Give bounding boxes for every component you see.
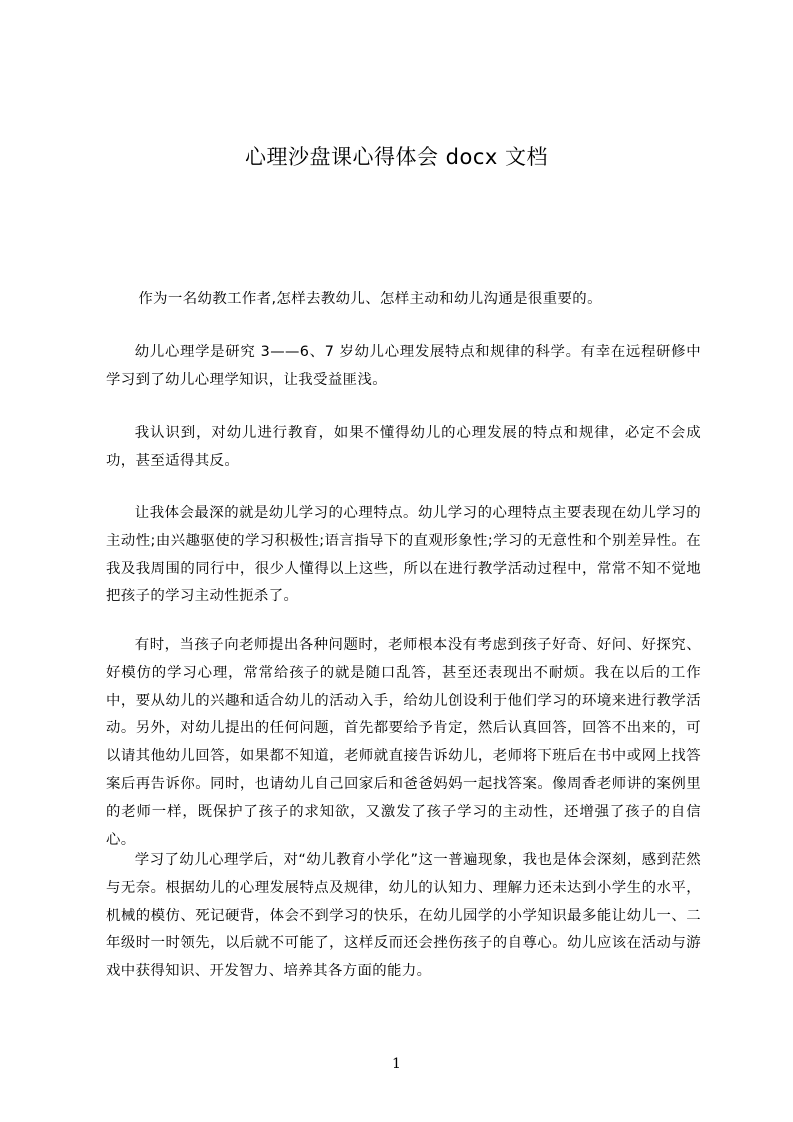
page-number: 1 <box>392 1056 401 1072</box>
paragraph-4: 让我体会最深的就是幼儿学习的心理特点。幼儿学习的心理特点主要表现在幼儿学习的主动性;由兴趣驱使的学习积极性;语言指导下的直观形象性;学习的无意性和个别差异性。在我及我周围的同行中，很少人懂得以上这些，所以在进行教学活动过程中，常常不知不觉地把孩子的学习主动性扼杀了。 <box>106 505 701 605</box>
paragraph-5: 有时，当孩子向老师提出各种问题时，老师根本没有考虑到孩子好奇、好问、好探究、好模仿的学习心理，常常给孩子的就是随口乱答，甚至还表现出不耐烦。我在以后的工作中，要从幼儿的兴趣和适合幼儿的活动入手，给幼儿创设利于他们学习的环境来进行教学活动。另外，对幼儿提出的任何问题，首先都要给予肯定，然后认真回答，回答不出来的，可以请其他幼儿回答，如果都不知道，老师就直接告诉幼儿，老师将下班后在书中或网上找答案后再告诉你。同时，也请幼儿自己回家后和爸爸妈妈一起找答案。像周香老师讲的案例里的老师一样，既保护了孩子的求知欲，又激发了孩子学习的主动性，还增强了孩子的自信心。 <box>106 637 701 848</box>
paragraph-3: 我认识到，对幼儿进行教育，如果不懂得幼儿的心理发展的特点和规律，必定不会成功，甚至适得其反。 <box>106 425 701 469</box>
paragraph-2: 幼儿心理学是研究 3——6、7 岁幼儿心理发展特点和规律的科学。有幸在远程研修中学习到了幼儿心理学知识，让我受益匪浅。 <box>106 344 701 388</box>
paragraph-1: 作为一名幼教工作者,怎样去教幼儿、怎样主动和幼儿沟通是很重要的。 <box>138 291 602 307</box>
document-title: 心理沙盘课心得体会 docx 文档 <box>244 145 548 169</box>
paragraph-6: 学习了幼儿心理学后，对“幼儿教育小学化”这一普遍现象，我也是体会深刻，感到茫然与无奈。根据幼儿的心理发展特点及规律，幼儿的认知力、理解力还未达到小学生的水平，机械的模仿、死记硬背，体会不到学习的快乐，在幼儿园学的小学知识最多能让幼儿一、二年级时一时领先，以后就不可能了，这样反而还会挫伤孩子的自尊心。幼儿应该在活动与游戏中获得知识、开发智力、培养其各方面的能力。 <box>106 852 701 980</box>
